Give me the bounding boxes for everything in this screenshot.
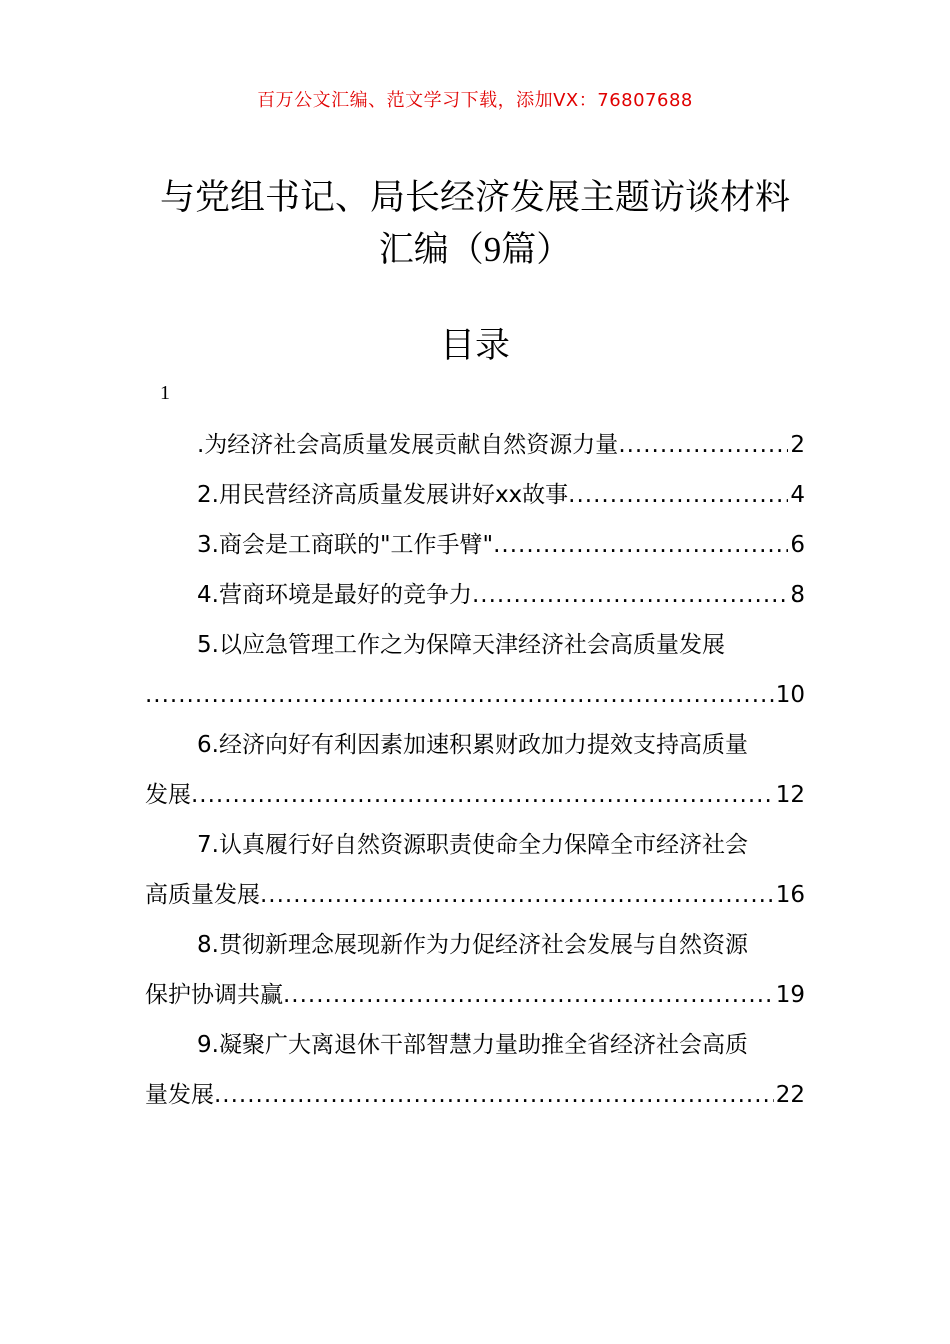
toc-entry-title-line-1: 5.以应急管理工作之为保障天津经济社会高质量发展: [197, 632, 725, 658]
toc-leader-dots: [568, 470, 788, 520]
toc-entry-title-line-1: 9.凝聚广大离退休干部智慧力量助推全省经济社会高质: [197, 1032, 748, 1058]
toc-entry-8[interactable]: [145, 920, 805, 1020]
title-line-2-number: 9: [483, 230, 502, 269]
toc-leader-dots: [283, 970, 774, 1020]
toc-entry-page: 4: [790, 482, 805, 508]
toc-entry-page: 10: [775, 682, 805, 708]
toc-entry-1[interactable]: [145, 420, 805, 470]
toc-entry-5[interactable]: [145, 620, 805, 720]
toc-entry-4[interactable]: [145, 570, 805, 620]
toc-leader-dots: [472, 570, 788, 620]
toc-leader-dots: [214, 1070, 774, 1120]
document-title: [0, 172, 950, 276]
toc-entry-7[interactable]: [145, 820, 805, 920]
toc-entry-6[interactable]: [145, 720, 805, 820]
toc-entry-page: 2: [790, 432, 805, 458]
toc-entry-2[interactable]: [145, 470, 805, 520]
toc-leader-dots: [260, 870, 774, 920]
toc-leader-dots: [618, 420, 788, 470]
watermark-text: 百万公文汇编、范文学习下载，添加VX：76807688: [257, 90, 693, 111]
toc-entry-title-line-1: 6.经济向好有利因素加速积累财政加力提效支持高质量: [197, 732, 748, 758]
toc-entry-page: 16: [775, 882, 805, 908]
page-marker: 1: [160, 382, 170, 404]
toc-entry-9[interactable]: [145, 1020, 805, 1120]
toc-leader-dots: [145, 670, 774, 720]
toc-entry-title-line-1: 7.认真履行好自然资源职责使命全力保障全市经济社会: [197, 832, 748, 858]
toc-leader-dots: [191, 770, 774, 820]
table-of-contents: [145, 420, 805, 1120]
toc-entry-title-line-2: 发展: [145, 782, 191, 808]
toc-entry-title-line-2: 保护协调共赢: [145, 982, 283, 1008]
toc-entry-title: 4.营商环境是最好的竞争力: [197, 582, 472, 608]
toc-entry-title-line-2: 高质量发展: [145, 882, 260, 908]
title-line-2-suffix: 篇）: [501, 230, 572, 270]
toc-entry-title-line-1: 8.贯彻新理念展现新作为力促经济社会发展与自然资源: [197, 932, 748, 958]
title-line-2-prefix: 汇编（: [378, 230, 484, 270]
toc-entry-title-line-2: 量发展: [145, 1082, 214, 1108]
toc-entry-page: 22: [775, 1082, 805, 1108]
toc-entry-page: 8: [790, 582, 805, 608]
toc-entry-page: 12: [775, 782, 805, 808]
toc-entry-title: 3.商会是工商联的"工作手臂": [197, 532, 494, 558]
toc-entry-3[interactable]: [145, 520, 805, 570]
toc-entry-page: 19: [775, 982, 805, 1008]
toc-heading: 目录: [439, 326, 510, 366]
title-line-1: 与党组书记、局长经济发展主题访谈材料: [159, 178, 790, 218]
title-line-2: [0, 224, 950, 276]
toc-entry-title: 2.用民营经济高质量发展讲好xx故事: [197, 482, 569, 508]
toc-entry-title: .为经济社会高质量发展贡献自然资源力量: [197, 432, 619, 458]
toc-entry-page: 6: [790, 532, 805, 558]
toc-leader-dots: [493, 520, 788, 570]
